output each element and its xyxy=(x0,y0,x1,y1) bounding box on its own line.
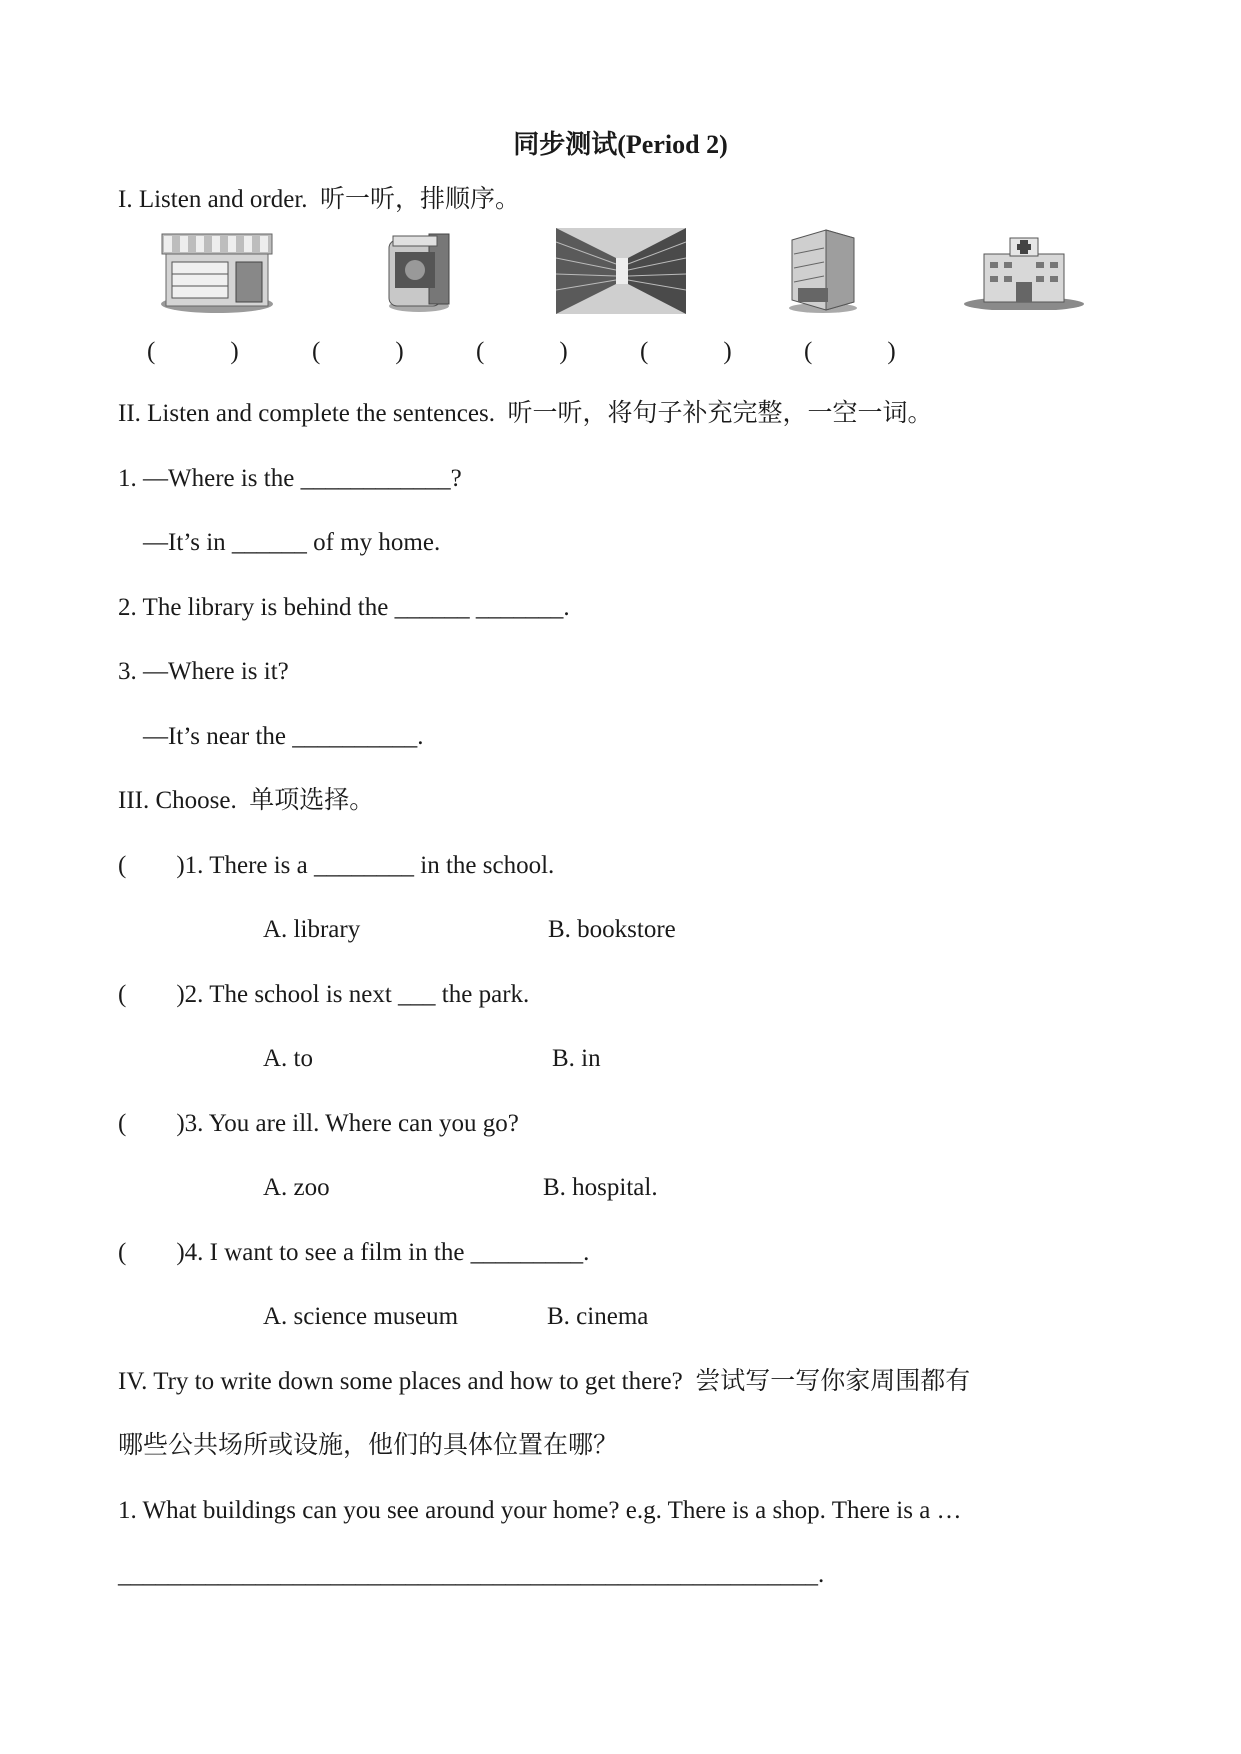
choice-question-1: ( )1. There is a ________ in the school. xyxy=(118,852,555,879)
order-blank-4[interactable]: ( ) xyxy=(640,338,732,365)
choice-2-option-b[interactable]: B. in xyxy=(552,1045,601,1072)
fill-line-2: —It’s in ______ of my home. xyxy=(118,529,441,556)
page-title: 同步测试(Period 2) xyxy=(513,130,728,159)
order-blank-5[interactable]: ( ) xyxy=(804,338,896,365)
choice-4-option-b[interactable]: B. cinema xyxy=(547,1303,649,1330)
choice-3-option-b[interactable]: B. hospital. xyxy=(543,1174,658,1201)
choice-3-option-a[interactable]: A. zoo xyxy=(263,1174,330,1201)
library-picture xyxy=(556,228,686,314)
building-picture xyxy=(786,226,860,314)
fill-line-4: 3. —Where is it? xyxy=(118,658,289,685)
answer-line[interactable]: ________________________________________________________. xyxy=(118,1561,825,1588)
choice-4-option-a[interactable]: A. science museum xyxy=(263,1303,459,1330)
cinema-picture xyxy=(385,228,457,314)
choice-question-3: ( )3. You are ill. Where can you go? xyxy=(118,1110,519,1137)
choice-2-option-a[interactable]: A. to xyxy=(263,1045,313,1072)
section-4-heading-line-2: 哪些公共场所或设施，他们的具体位置在哪？ xyxy=(118,1432,619,1459)
choice-1-option-a[interactable]: A. library xyxy=(263,916,361,943)
order-blank-3[interactable]: ( ) xyxy=(476,338,568,365)
order-blank-2[interactable]: ( ) xyxy=(312,338,404,365)
order-blank-1[interactable]: ( ) xyxy=(147,338,239,365)
bookstore-picture xyxy=(158,228,276,314)
section-4-heading-line-1: IV. Try to write down some places and how to get there? 尝试写一写你家周围都有 xyxy=(118,1368,971,1395)
hospital-picture xyxy=(962,230,1086,310)
fill-line-5: —It’s near the __________. xyxy=(118,723,424,750)
section-1-heading: I. Listen and order. 听一听，排顺序。 xyxy=(118,186,521,213)
choice-1-option-b[interactable]: B. bookstore xyxy=(548,916,676,943)
section-3-heading: III. Choose. 单项选择。 xyxy=(118,787,375,814)
choice-question-2: ( )2. The school is next ___ the park. xyxy=(118,981,530,1008)
section-2-heading: II. Listen and complete the sentences. 听一听，将句子补充完整，一空一词。 xyxy=(118,400,933,427)
fill-line-3: 2. The library is behind the ______ _______. xyxy=(118,594,570,621)
fill-line-1: 1. —Where is the ____________? xyxy=(118,465,462,492)
section-4-question: 1. What buildings can you see around your home? e.g. There is a shop. There is a … xyxy=(118,1497,962,1524)
choice-question-4: ( )4. I want to see a film in the _________. xyxy=(118,1239,590,1266)
